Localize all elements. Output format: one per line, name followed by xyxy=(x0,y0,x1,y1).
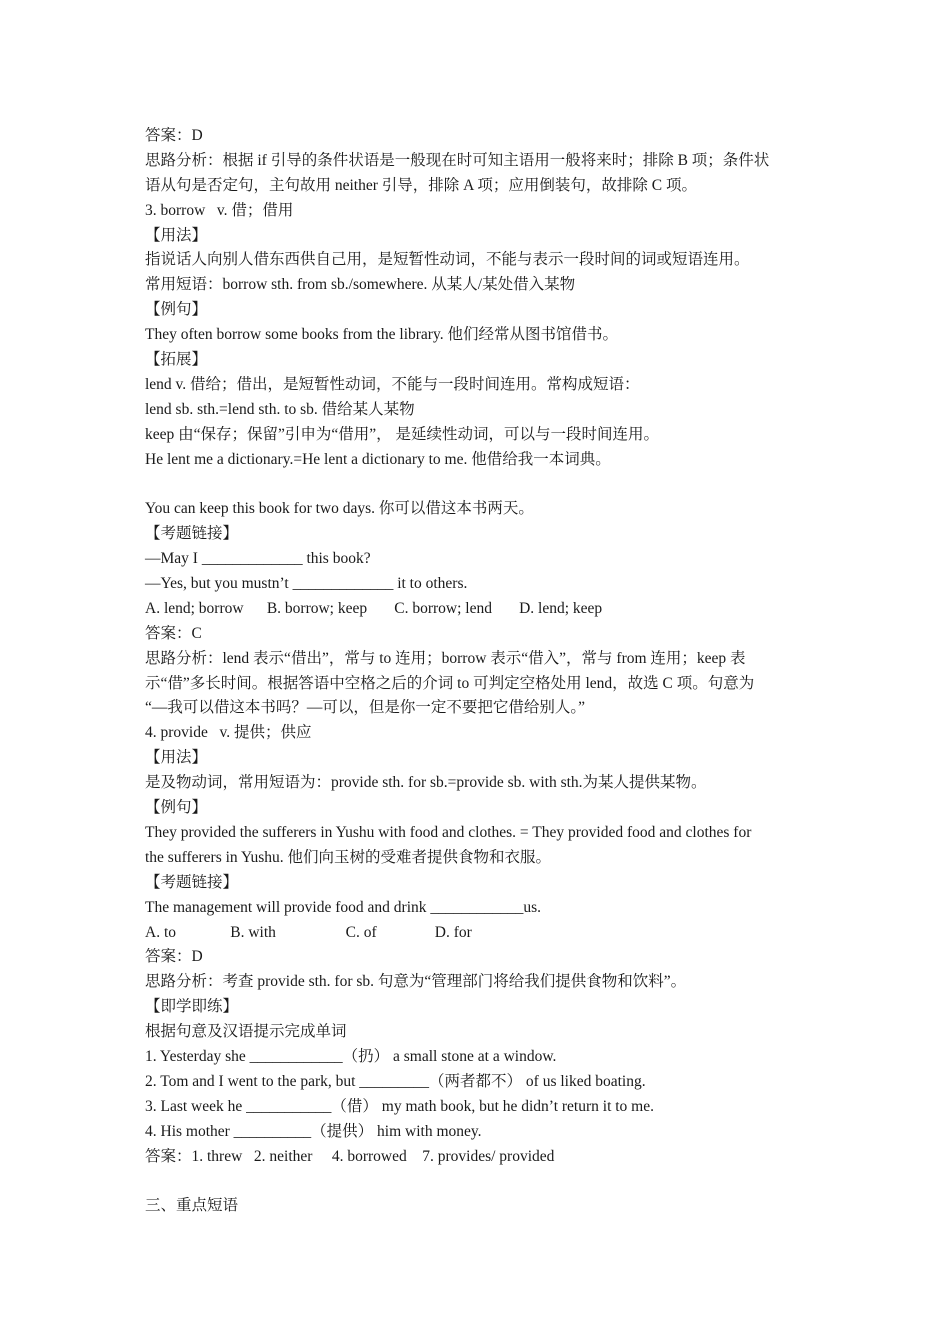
analysis-line: 思路分析：lend 表示“借出”，常与 to 连用；borrow 表示“借入”，常与 from 连用；keep 表 xyxy=(145,649,746,667)
analysis-line: 示“借”多长时间。根据答语中空格之后的介词 to 可判定空格处用 lend，故选 C 项。句意为 xyxy=(145,674,755,692)
blank-line xyxy=(145,1169,815,1194)
exercise-item: 3. Last week he ___________（借） my math book, but he didn’t return it to me. xyxy=(145,1097,654,1115)
analysis-line: 语从句是否定句，主句故用 neither 引导，排除 A 项；应用倒装句，故排除 C 项。 xyxy=(145,176,697,194)
answer-line: 答案：D xyxy=(145,948,203,966)
text-line: lend v. 借给；借出，是短暂性动词，不能与一段时间连用。常构成短语： xyxy=(145,375,640,393)
text-line: lend sb. sth.=lend sth. to sb. 借给某人某物 xyxy=(145,400,415,418)
section-label-extension: 【拓展】 xyxy=(145,351,208,369)
blank-line xyxy=(145,472,815,497)
example-sentence: They provided the sufferers in Yushu with food and clothes. = They provided food and clothes for xyxy=(145,823,752,841)
section-label-usage: 【用法】 xyxy=(145,749,208,767)
example-sentence: He lent me a dictionary.=He lent a dictionary to me. 他借给我一本词典。 xyxy=(145,450,611,468)
answer-line: 答案：C xyxy=(145,624,202,642)
exercise-item: 4. His mother __________（提供） him with money. xyxy=(145,1122,482,1140)
answer-line: 答案：D xyxy=(145,127,203,144)
example-sentence: the sufferers in Yushu. 他们向玉树的受难者提供食物和衣服。 xyxy=(145,848,551,866)
options-line: A. to B. with C. of D. for xyxy=(145,923,472,941)
section-label-exam-link: 【考题链接】 xyxy=(145,873,239,891)
analysis-line: 思路分析：根据 if 引导的条件状语是一般现在时可知主语用一般将来时；排除 B 项；条件状 xyxy=(145,151,770,169)
exercise-item: 2. Tom and I went to the park, but _________（两者都不） of us liked boating. xyxy=(145,1072,646,1090)
vocab-heading-borrow: 3. borrow v. 借；借用 xyxy=(145,201,294,219)
vocab-heading-provide: 4. provide v. 提供；供应 xyxy=(145,724,312,742)
document-page xyxy=(145,124,815,1219)
section-heading-key-phrases: 三、重点短语 xyxy=(145,1197,239,1215)
instruction-line: 根据句意及汉语提示完成单词 xyxy=(145,1023,347,1041)
analysis-line: 思路分析：考查 provide sth. for sb. 句意为“管理部门将给我们提供食物和饮料”。 xyxy=(145,973,687,991)
question-line: —Yes, but you mustn’t _____________ it to others. xyxy=(145,575,468,593)
text-line: 常用短语：borrow sth. from sb./somewhere. 从某人/某处借入某物 xyxy=(145,276,576,294)
text-line: keep 由“保存；保留”引申为“借用”， 是延续性动词，可以与一段时间连用。 xyxy=(145,425,660,443)
answer-line: 答案：1. threw 2. neither 4. borrowed 7. provides/ provided xyxy=(145,1147,555,1165)
text-line: 指说话人向别人借东西供自己用，是短暂性动词，不能与表示一段时间的词或短语连用。 xyxy=(145,251,750,269)
section-label-usage: 【用法】 xyxy=(145,226,208,244)
section-label-practice: 【即学即练】 xyxy=(145,998,239,1016)
question-line: —May I _____________ this book? xyxy=(145,550,371,568)
section-label-example: 【例句】 xyxy=(145,301,208,319)
exercise-item: 1. Yesterday she ____________（扔） a small stone at a window. xyxy=(145,1047,557,1065)
section-label-example: 【例句】 xyxy=(145,799,208,817)
question-line: The management will provide food and drink ____________us. xyxy=(145,898,542,916)
section-label-exam-link: 【考题链接】 xyxy=(145,525,239,543)
example-sentence: You can keep this book for two days. 你可以借这本书两天。 xyxy=(145,500,534,518)
text-line: 是及物动词，常用短语为：provide sth. for sb.=provide sb. with sth.为某人提供某物。 xyxy=(145,774,707,792)
example-sentence: They often borrow some books from the library. 他们经常从图书馆借书。 xyxy=(145,326,618,344)
options-line: A. lend; borrow B. borrow; keep C. borrow; lend D. lend; keep xyxy=(145,599,603,617)
analysis-line: “—我可以借这本书吗？—可以，但是你一定不要把它借给别人。” xyxy=(145,699,586,717)
